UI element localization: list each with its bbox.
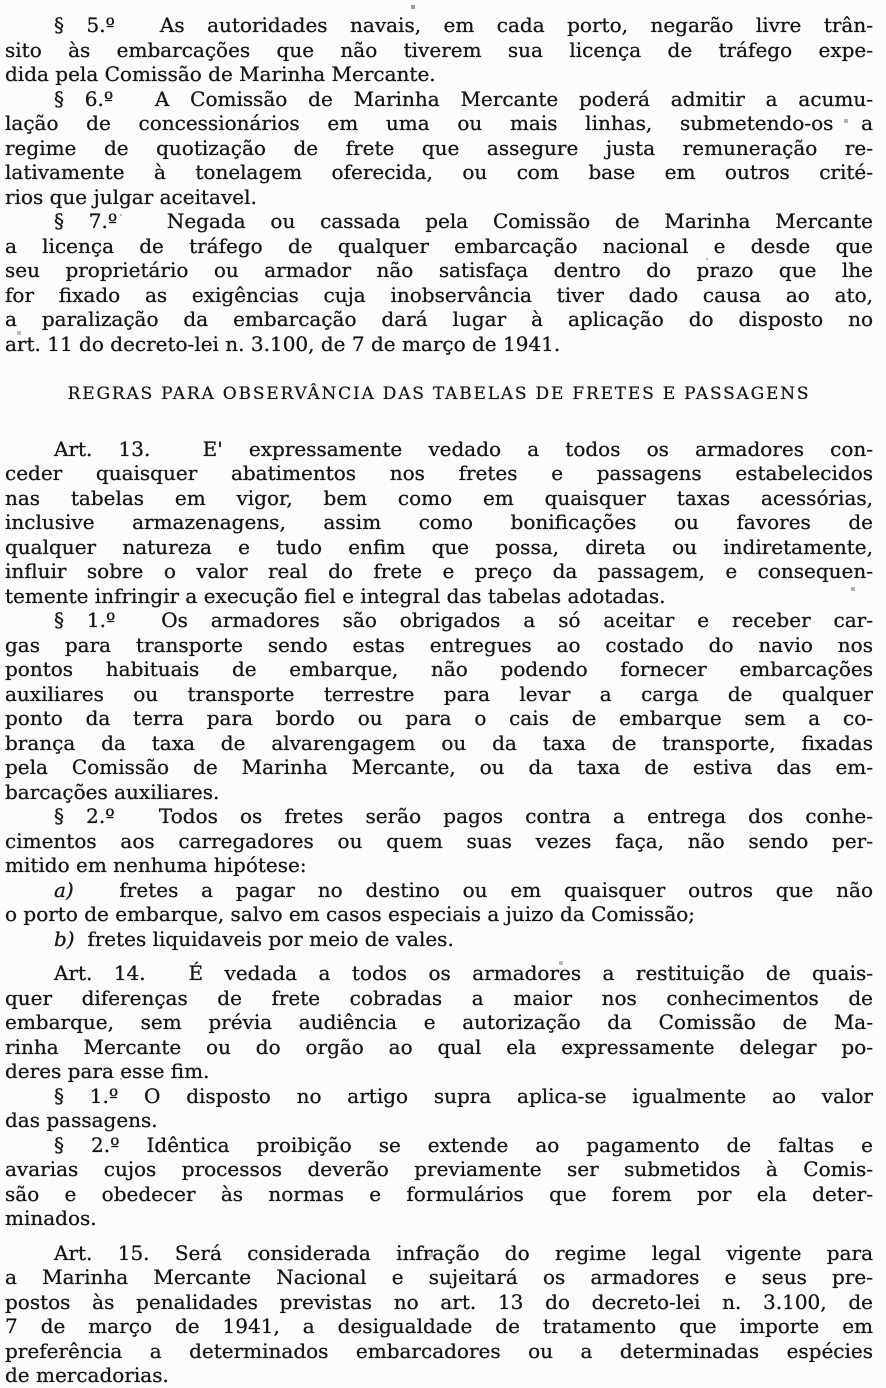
text-line: embarque, sem prévia audiência e autorização da Comissão de Ma- <box>5 1010 873 1034</box>
text-line: auxiliares ou transporte terrestre para levar a carga de qualquer <box>5 681 873 706</box>
text-line: barcações auxiliares. <box>5 779 220 804</box>
text-line: a Marinha Mercante Nacional e sujeitará os armadores e seus pre- <box>5 1265 873 1289</box>
article-14-par-2 <box>5 1133 873 1231</box>
text-line: a licença de tráfego de qualquer embarcação nacional e desde que <box>5 233 873 258</box>
text-line: Art. 14. É vedada a todos os armadores a restituição de quais- <box>54 961 873 985</box>
text-line: nas tabelas em vigor, bem como em quaisquer taxas acessórias, <box>5 485 873 510</box>
text-line: 7 de março de 1941, a desigualdade de tratamento que importe em <box>5 1314 873 1338</box>
paragraph-7 <box>5 209 873 356</box>
item-marker: b) <box>54 926 75 951</box>
text-line: cimentos aos carregadores ou quem suas vezes faça, não sendo per- <box>5 828 873 853</box>
text-line: ceder quaisquer abatimentos nos fretes e passagens estabelecidos <box>5 461 873 485</box>
text-line: avarias cujos processos deverão previamente ser submetidos à Comis- <box>5 1157 873 1181</box>
text-line: § 5.º As autoridades navais, em cada porto, negarão livre trân- <box>54 13 873 37</box>
text-line: art. 11 do decreto-lei n. 3.100, de 7 de março de 1941. <box>5 331 561 356</box>
text-line: ponto da terra para bordo ou para o cais de embarque sem a co- <box>5 706 873 730</box>
text-line: lativamente à tonelagem oferecida, ou com base em outros crité- <box>5 160 873 184</box>
text-line: rinha Mercante ou do orgão ao qual ela expressamente delegar po- <box>5 1034 873 1059</box>
scan-noise-speckles <box>0 0 2 2</box>
text-line: gas para transporte sendo estas entregues ao costado do navio nos <box>5 632 873 657</box>
text-line: dida pela Comissão de Marinha Mercante. <box>5 62 436 86</box>
text-line: das passagens. <box>5 1108 158 1132</box>
text-line: o porto de embarque, salvo em casos especiais a juizo da Comissão; <box>5 902 696 926</box>
section-heading: REGRAS PARA OBSERVÂNCIA DAS TABELAS DE FRETES E PASSAGENS <box>67 384 811 404</box>
text-line: § 1.º Os armadores são obrigados a só aceitar e receber car- <box>54 608 873 632</box>
text-line: regime de quotização de frete que assegure justa remuneração re- <box>5 135 873 160</box>
text-line: § 2.º Todos os fretes serão pagos contra a entrega dos conhe- <box>54 804 873 828</box>
text-line: quer diferenças de frete cobradas a maior nos conhecimentos de <box>5 985 873 1010</box>
text-line: inclusive armazenagens, assim como bonificações ou favores de <box>5 510 873 534</box>
text-line: pontos habituais de embarque, não podendo fornecer embarcações <box>5 657 873 681</box>
text-line <box>5 878 873 903</box>
list-item-b <box>5 927 873 952</box>
text-line: postos às penalidades previstas no art. 13 do decreto-lei n. 3.100, de <box>5 1289 873 1314</box>
list-item-a <box>5 878 873 927</box>
text-line: temente infringir a execução fiel e integral das tabelas adotadas. <box>5 583 666 608</box>
article-13 <box>5 437 873 609</box>
item-marker: a) <box>54 877 74 902</box>
text-line: rios que julgar aceitavel. <box>5 184 257 209</box>
item-text: fretes a pagar no destino ou em quaisquer outros que não <box>119 877 874 902</box>
text-line: § 6.º A Comissão de Marinha Mercante poderá admitir a acumu- <box>54 86 873 111</box>
article-13-par-2 <box>5 804 873 878</box>
item-text: fretes liquidaveis por meio de vales. <box>87 926 454 951</box>
text-line: preferência a determinados embarcadores ou a determinadas espécies <box>5 1338 873 1363</box>
paragraph-5 <box>5 13 873 87</box>
text-line: § 7.º Negada ou cassada pela Comissão de Marinha Mercante <box>54 209 873 233</box>
text-line: Art. 13. E' expressamente vedado a todos os armadores con- <box>54 436 873 461</box>
text-line: sito às embarcações que não tiverem sua licença de tráfego expe- <box>5 37 873 62</box>
text-line: mitido em nenhuma hipótese: <box>5 853 307 877</box>
text-line: lação de concessionários em uma ou mais linhas, submetendo-os a <box>5 111 873 135</box>
text-line: influir sobre o valor real do frete e preço da passagem, e consequen- <box>5 559 873 583</box>
text-line: pela Comissão de Marinha Mercante, ou da taxa de estiva das em- <box>5 755 873 779</box>
text-line: são e obedecer às normas e formulários que forem por ela deter- <box>5 1181 873 1206</box>
text-line: de mercadorias. <box>5 1363 169 1387</box>
text-line: for fixado as exigências cuja inobservância tiver dado causa ao ato, <box>5 282 873 307</box>
text-line: qualquer natureza e tudo enfim que possa, direta ou indiretamente, <box>5 534 873 559</box>
paragraph-6 <box>5 87 873 210</box>
text-line: a paralização da embarcação dará lugar à aplicação do disposto no <box>5 307 873 331</box>
article-13-par-1 <box>5 608 873 804</box>
article-14-par-1 <box>5 1084 873 1133</box>
text-line <box>5 927 873 952</box>
text-line: minados. <box>5 1206 97 1230</box>
text-line: § 2.º Idêntica proibição se extende ao pagamento de faltas e <box>54 1132 873 1157</box>
text-line: deres para esse fim. <box>5 1059 210 1083</box>
text-line: § 1.º O disposto no artigo supra aplica-se igualmente ao valor <box>54 1083 873 1108</box>
text-line: brança da taxa de alvarengagem ou da taxa de transporte, fixadas <box>5 730 873 755</box>
article-15 <box>5 1241 873 1388</box>
article-14 <box>5 961 873 1084</box>
text-line: Art. 15. Será considerada infração do regime legal vigente para <box>54 1240 873 1265</box>
text-line: seu proprietário ou armador não satisfaça dentro do prazo que lhe <box>5 258 873 282</box>
